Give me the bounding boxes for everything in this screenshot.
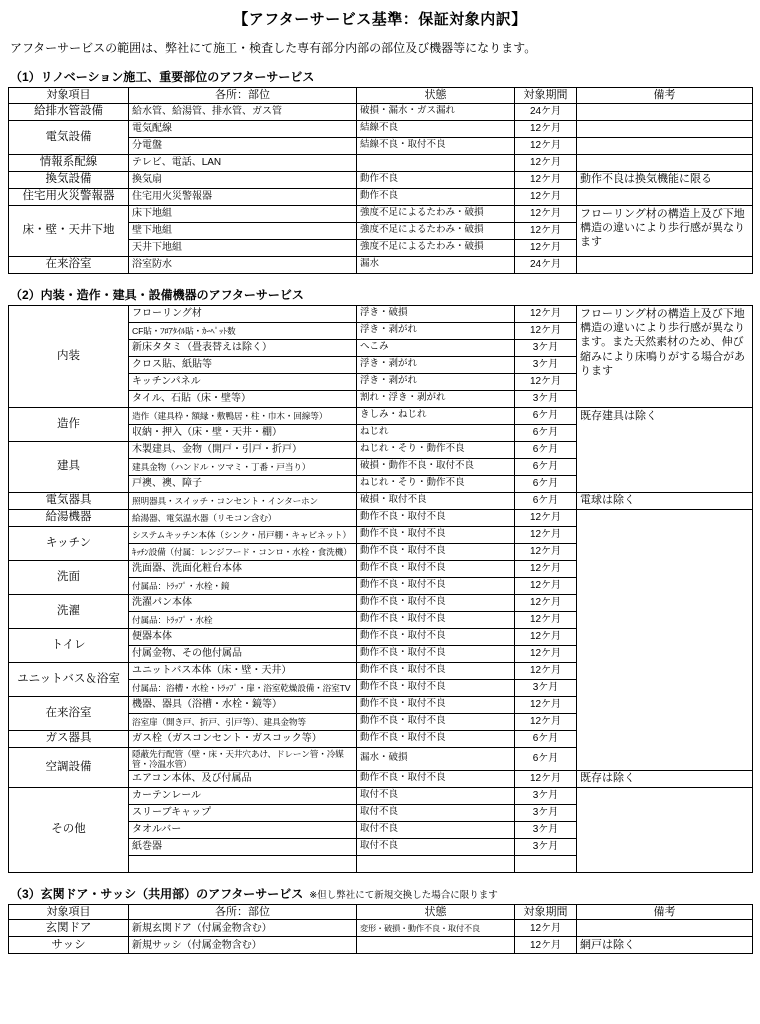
page-title: 【アフターサービス基準：保証対象内訳】	[233, 11, 527, 28]
cell-item: キッチン	[9, 526, 129, 560]
cell-state: 結線不良・取付不良	[357, 137, 515, 154]
table-body-2	[9, 305, 753, 872]
cell-place: スリーブキャップ	[129, 804, 357, 821]
cell-item: 情報系配線	[9, 154, 129, 171]
cell-state: 動作不良・取付不良	[357, 770, 515, 787]
col-header-state: 状態	[357, 904, 515, 920]
cell-place: 便器本体	[129, 628, 357, 645]
table-row	[9, 103, 753, 120]
cell-period: 12ケ月	[515, 713, 577, 730]
cell-state: 取付不良	[357, 838, 515, 855]
cell-item: 在来浴室	[9, 256, 129, 273]
cell-item: 在来浴室	[9, 696, 129, 730]
cell-place: フローリング材	[129, 305, 357, 322]
cell-place: 床下地組	[129, 205, 357, 222]
cell-place: 天井下地組	[129, 239, 357, 256]
cell-remark	[577, 509, 753, 770]
cell-period: 6ケ月	[515, 475, 577, 492]
section-heading-2-text: （2）内装・造作・建具・設備機器のアフターサービス	[10, 287, 304, 302]
cell-place: 照明器具・スイッチ・コンセント・インターホン	[129, 492, 357, 509]
cell-period: 12ケ月	[515, 543, 577, 560]
table-row	[9, 787, 753, 804]
cell-period: 3ケ月	[515, 821, 577, 838]
section-heading-3-text: （3）玄関ドア・サッシ（共用部）のアフターサービス	[10, 886, 304, 901]
cell-remark	[577, 256, 753, 273]
cell-remark	[577, 103, 753, 120]
section-heading-1-text: （1）リノベーション施工、重要部位のアフターサービス	[10, 70, 315, 84]
cell-state: ねじれ・そり・動作不良	[357, 441, 515, 458]
cell-place: ユニットバス本体（床・壁・天井）	[129, 662, 357, 679]
cell-period: 12ケ月	[515, 696, 577, 713]
cell-period: 6ケ月	[515, 730, 577, 747]
table-header-row	[9, 88, 753, 104]
cell-place: タオルバー	[129, 821, 357, 838]
cell-item: ガス器具	[9, 730, 129, 747]
cell-place: エアコン本体、及び付属品	[129, 770, 357, 787]
cell-state: 動作不良	[357, 188, 515, 205]
cell-place: ガス栓（ガスコンセント・ガスコック等）	[129, 730, 357, 747]
cell-state: 動作不良	[357, 171, 515, 188]
cell-state: 破損・取付不良	[357, 492, 515, 509]
table-row	[9, 205, 753, 222]
cell-state: 動作不良・取付不良	[357, 696, 515, 713]
cell-period: 12ケ月	[515, 171, 577, 188]
cell-remark	[577, 154, 753, 171]
cell-period: 6ケ月	[515, 747, 577, 770]
cell-remark	[577, 787, 753, 872]
cell-item: 換気設備	[9, 171, 129, 188]
cell-state: 動作不良・取付不良	[357, 628, 515, 645]
cell-place: 新床タタミ（畳表替えは除く）	[129, 339, 357, 356]
table-row	[9, 937, 753, 954]
cell-period: 12ケ月	[515, 305, 577, 322]
cell-place: 機器、器具（浴槽・水栓・鏡等）	[129, 696, 357, 713]
cell-state: 動作不良・取付不良	[357, 645, 515, 662]
table-row	[9, 920, 753, 937]
cell-place: クロス貼、紙貼等	[129, 356, 357, 373]
section-heading-2	[10, 286, 752, 303]
cell-state: 強度不足によるたわみ・破損	[357, 205, 515, 222]
cell-place: 収納・押入（床・壁・天井・棚）	[129, 424, 357, 441]
cell-place: 付属品：ﾄﾗｯﾌﾟ・水栓・鏡	[129, 577, 357, 594]
cell-place: ｷｯﾁﾝ設備（付属：レンジフード・コンロ・水栓・食洗機）	[129, 543, 357, 560]
col-header-state: 状態	[357, 88, 515, 104]
cell-period: 12ケ月	[515, 509, 577, 526]
cell-period: 3ケ月	[515, 356, 577, 373]
cell-state: へこみ	[357, 339, 515, 356]
warranty-table-1	[8, 87, 753, 274]
cell-place: キッチンパネル	[129, 373, 357, 390]
cell-place: カーテンレール	[129, 787, 357, 804]
cell-period: 6ケ月	[515, 407, 577, 424]
cell-period: 12ケ月	[515, 526, 577, 543]
cell-place: 分電盤	[129, 137, 357, 154]
cell-place: 洗面器、洗面化粧台本体	[129, 560, 357, 577]
cell-place: 付属金物、その他付属品	[129, 645, 357, 662]
cell-state: 動作不良・取付不良	[357, 526, 515, 543]
cell-state: 動作不良・取付不良	[357, 509, 515, 526]
table-row	[9, 188, 753, 205]
cell-period: 3ケ月	[515, 339, 577, 356]
cell-place: 給水管、給湯管、排水管、ガス管	[129, 103, 357, 120]
table-header-row	[9, 904, 753, 920]
intro-text: アフターサービスの範囲は、弊社にて施工・検査した専有部分内部の部位及び機器等になります。	[10, 41, 537, 55]
col-header-period: 対象期間	[515, 88, 577, 104]
col-header-item: 対象項目	[9, 904, 129, 920]
cell-state: 漏水	[357, 256, 515, 273]
cell-item: 建具	[9, 441, 129, 492]
cell-state: 浮き・破損	[357, 305, 515, 322]
cell-remark: 既存は除く	[577, 770, 753, 787]
section-heading-3-note: ※但し弊社にて新規交換した場合に限ります	[309, 889, 498, 901]
col-header-period: 対象期間	[515, 904, 577, 920]
cell-remark: 電球は除く	[577, 492, 753, 509]
table-row	[9, 509, 753, 526]
cell-place: 付属品：浴槽・水栓・ﾄﾗｯﾌﾟ・扉・浴室乾燥設備・浴室TV	[129, 679, 357, 696]
cell-remark	[577, 920, 753, 937]
cell-state: 漏水・破損	[357, 747, 515, 770]
col-header-remark: 備考	[577, 904, 753, 920]
cell-period: 12ケ月	[515, 373, 577, 390]
cell-place: 換気扇	[129, 171, 357, 188]
col-header-remark: 備考	[577, 88, 753, 104]
cell-place: 洗濯パン本体	[129, 594, 357, 611]
cell-place: 隠蔽先行配管（壁・床・天井穴あけ、ドレーン管・冷媒管・冷温水管）	[129, 747, 357, 770]
cell-period: 3ケ月	[515, 787, 577, 804]
cell-state	[357, 154, 515, 171]
cell-period: 12ケ月	[515, 937, 577, 954]
cell-period: 12ケ月	[515, 645, 577, 662]
cell-item: 空調設備	[9, 747, 129, 787]
cell-state: 結線不良	[357, 120, 515, 137]
cell-period: 12ケ月	[515, 188, 577, 205]
cell-state: 動作不良・取付不良	[357, 560, 515, 577]
cell-item: 床・壁・天井下地	[9, 205, 129, 256]
cell-state: 破損・動作不良・取付不良	[357, 458, 515, 475]
cell-state: 動作不良・取付不良	[357, 594, 515, 611]
cell-period: 6ケ月	[515, 424, 577, 441]
warranty-table-2	[8, 305, 753, 873]
cell-remark: フローリング材の構造上及び下地構造の違いにより歩行感が異なります	[577, 205, 753, 256]
cell-period: 3ケ月	[515, 390, 577, 407]
table-row	[9, 407, 753, 424]
cell-state: 動作不良・取付不良	[357, 679, 515, 696]
cell-state: 浮き・剥がれ	[357, 373, 515, 390]
cell-state: 破損・漏水・ガス漏れ	[357, 103, 515, 120]
cell-remark: 網戸は除く	[577, 937, 753, 954]
cell-place: 造作（建具枠・額縁・敷鴨居・柱・巾木・回線等）	[129, 407, 357, 424]
cell-place: 紙巻器	[129, 838, 357, 855]
cell-period: 6ケ月	[515, 458, 577, 475]
cell-place: 建具金物（ハンドル・ツマミ・丁番・戸当り）	[129, 458, 357, 475]
cell-period: 24ケ月	[515, 103, 577, 120]
cell-period: 12ケ月	[515, 120, 577, 137]
cell-period: 12ケ月	[515, 611, 577, 628]
table-row	[9, 492, 753, 509]
cell-state	[357, 855, 515, 872]
cell-period: 12ケ月	[515, 770, 577, 787]
cell-state: ねじれ・そり・動作不良	[357, 475, 515, 492]
cell-state: 変形・破損・動作不良・取付不良	[357, 920, 515, 937]
cell-place: 新規玄関ドア（付属金物含む）	[129, 920, 357, 937]
cell-place: 壁下地組	[129, 222, 357, 239]
cell-item: 洗面	[9, 560, 129, 594]
cell-remark	[577, 137, 753, 154]
cell-remark	[577, 188, 753, 205]
table-row	[9, 256, 753, 273]
table-row	[9, 171, 753, 188]
cell-place: 住宅用火災警報器	[129, 188, 357, 205]
cell-period: 3ケ月	[515, 804, 577, 821]
cell-period: 12ケ月	[515, 222, 577, 239]
cell-state: 浮き・剥がれ	[357, 322, 515, 339]
cell-state: 強度不足によるたわみ・破損	[357, 239, 515, 256]
cell-place: テレビ、電話、LAN	[129, 154, 357, 171]
warranty-table-3	[8, 904, 753, 955]
cell-place: 浴室扉（開き戸、折戸、引戸等）、建具金物等	[129, 713, 357, 730]
cell-state: 動作不良・取付不良	[357, 577, 515, 594]
cell-item: 電気器具	[9, 492, 129, 509]
table-row	[9, 154, 753, 171]
cell-period: 12ケ月	[515, 577, 577, 594]
cell-state: 動作不良・取付不良	[357, 543, 515, 560]
table-body-1	[9, 103, 753, 273]
cell-period: 12ケ月	[515, 154, 577, 171]
cell-item: 内装	[9, 305, 129, 407]
section-heading-1	[10, 68, 752, 85]
table-row	[9, 305, 753, 322]
cell-state: 動作不良・取付不良	[357, 611, 515, 628]
cell-state: 割れ・浮き・剥がれ	[357, 390, 515, 407]
col-header-item: 対象項目	[9, 88, 129, 104]
cell-place: タイル、石貼（床・壁等）	[129, 390, 357, 407]
cell-remark: フローリング材の構造上及び下地構造の違いにより歩行感が異なります。また天然素材のため、伸び縮みにより床鳴りがする場合があります	[577, 305, 753, 407]
cell-period: 6ケ月	[515, 492, 577, 509]
cell-state: 動作不良・取付不良	[357, 730, 515, 747]
cell-place	[129, 855, 357, 872]
cell-place: 戸襖、襖、障子	[129, 475, 357, 492]
cell-place: 新規サッシ（付属金物含む）	[129, 937, 357, 954]
cell-state: 取付不良	[357, 821, 515, 838]
cell-state	[357, 937, 515, 954]
table-body-3	[9, 920, 753, 954]
cell-state: 動作不良・取付不良	[357, 662, 515, 679]
cell-item: 給排水管設備	[9, 103, 129, 120]
col-header-place: 各所：部位	[129, 88, 357, 104]
cell-item: 玄関ドア	[9, 920, 129, 937]
cell-period: 12ケ月	[515, 662, 577, 679]
cell-period: 3ケ月	[515, 838, 577, 855]
cell-remark: 既存建具は除く	[577, 407, 753, 492]
col-header-place: 各所：部位	[129, 904, 357, 920]
cell-period: 12ケ月	[515, 628, 577, 645]
cell-item: ユニットバス＆浴室	[9, 662, 129, 696]
cell-period: 6ケ月	[515, 441, 577, 458]
cell-place: 電気配線	[129, 120, 357, 137]
cell-period: 12ケ月	[515, 594, 577, 611]
cell-state: 動作不良・取付不良	[357, 713, 515, 730]
cell-period	[515, 855, 577, 872]
cell-item: その他	[9, 787, 129, 872]
cell-state: 取付不良	[357, 804, 515, 821]
cell-state: ねじれ	[357, 424, 515, 441]
cell-item: 造作	[9, 407, 129, 441]
cell-item: 電気設備	[9, 120, 129, 154]
cell-state: きしみ・ねじれ	[357, 407, 515, 424]
cell-period: 12ケ月	[515, 920, 577, 937]
cell-place: 浴室防水	[129, 256, 357, 273]
cell-item: 給湯機器	[9, 509, 129, 526]
cell-item: トイレ	[9, 628, 129, 662]
cell-remark	[577, 120, 753, 137]
section-heading-3	[10, 885, 752, 902]
cell-state: 浮き・剥がれ	[357, 356, 515, 373]
cell-item: サッシ	[9, 937, 129, 954]
cell-period: 12ケ月	[515, 322, 577, 339]
cell-place: システムキッチン本体（シンク・吊戸棚・キャビネット）	[129, 526, 357, 543]
cell-period: 12ケ月	[515, 560, 577, 577]
cell-period: 3ケ月	[515, 679, 577, 696]
table-row	[9, 120, 753, 137]
cell-remark: 動作不良は換気機能に限る	[577, 171, 753, 188]
cell-period: 12ケ月	[515, 239, 577, 256]
cell-period: 12ケ月	[515, 137, 577, 154]
cell-place: 木製建具、金物（開戸・引戸・折戸）	[129, 441, 357, 458]
cell-place: 給湯器、電気温水器（リモコン含む）	[129, 509, 357, 526]
cell-period: 24ケ月	[515, 256, 577, 273]
cell-state: 強度不足によるたわみ・破損	[357, 222, 515, 239]
cell-place: 付属品：ﾄﾗｯﾌﾟ・水栓	[129, 611, 357, 628]
cell-period: 12ケ月	[515, 205, 577, 222]
cell-place: CF貼・ﾌﾛｱﾀｲﾙ貼・ｶｰﾍﾟｯﾄ数	[129, 322, 357, 339]
cell-item: 洗濯	[9, 594, 129, 628]
cell-item: 住宅用火災警報器	[9, 188, 129, 205]
cell-state: 取付不良	[357, 787, 515, 804]
